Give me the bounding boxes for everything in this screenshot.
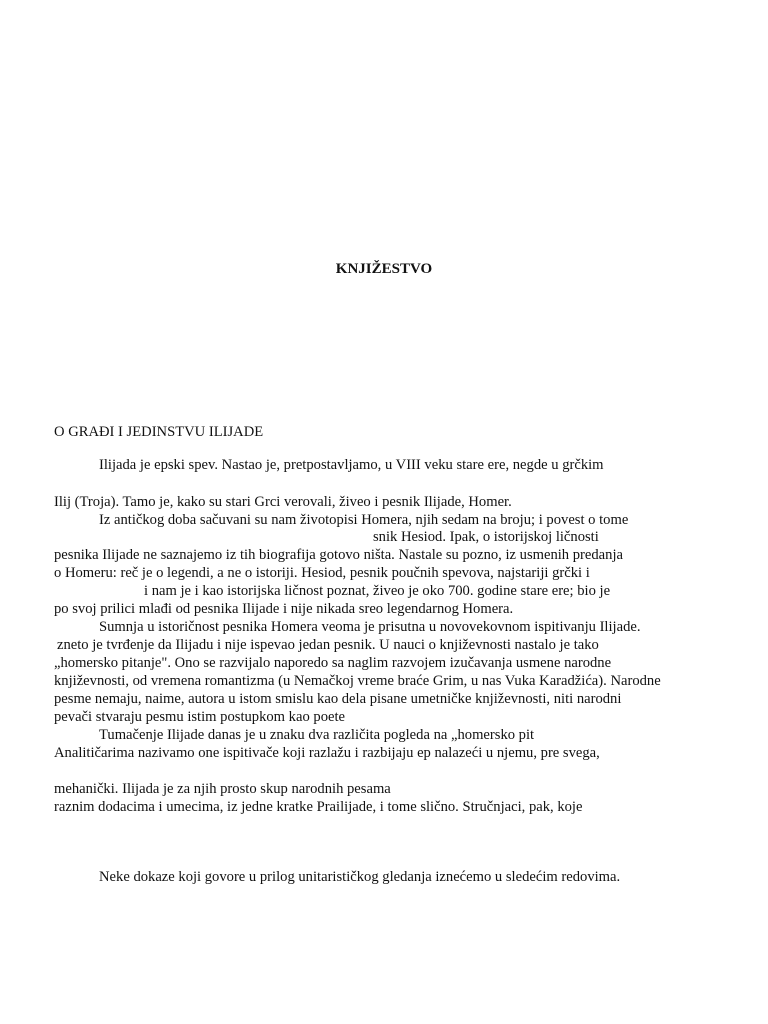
text-line: Iz antičkog doba sačuvani su nam životopisi Homera, njih sedam na broju; i povest o tome — [99, 512, 629, 528]
section-heading: O GRAĐI I JEDINSTVU ILIJADE — [54, 424, 264, 440]
text-line: i nam je i kao istorijska ličnost poznat, živeo je oko 700. godine stare ere; bio je — [144, 583, 611, 599]
text-line: mehanički. Ilijada je za njih prosto skup narodnih pesama — [54, 781, 391, 797]
text-line: Ilij (Troja). Tamo je, kako su stari Grci verovali, živeo i pesnik Ilijade, Homer. — [54, 494, 512, 510]
document-title: KNJIŽESTVO — [335, 261, 433, 277]
text-line: Sumnja u istoričnost pesnika Homera veoma je prisutna u novovekovnom ispitivanju Ilijade. — [99, 619, 641, 635]
text-line: po svoj prilici mlađi od pesnika Ilijade i nije nikada sreo legendarnog Homera. — [54, 601, 514, 617]
text-line: pevači stvaraju pesmu istim postupkom kao poete — [54, 709, 346, 725]
text-line: pesnika Ilijade ne saznajemo iz tih biografija gotovo ništa. Nastale su pozno, iz usmenih predanja — [54, 547, 623, 563]
text-line: pesme nemaju, naime, autora u istom smislu kao dela pisane umetničke književnosti, niti narodni — [54, 691, 622, 707]
text-line: raznim dodacima i umecima, iz jedne kratke Prailijade, i tome slično. Stručnjaci, pak, koje — [54, 799, 583, 815]
text-line: Analitičarima nazivamo one ispitivače koji razlažu i razbijaju ep nalazeći u njemu, pre svega, — [54, 745, 600, 761]
text-line: Neke dokaze koji govore u prilog unitarističkog gledanja iznećemo u sledećim redovima. — [99, 869, 621, 885]
text-line: književnosti, od vremena romantizma (u Nemačkoj vreme braće Grim, u nas Vuka Karadžića). Narodne — [54, 673, 661, 689]
text-line: zneto je tvrđenje da Ilijadu i nije ispevao jedan pesnik. U nauci o književnosti nastalo je tako — [57, 637, 599, 653]
text-line: snik Hesiod. Ipak, o istorijskoj ličnosti — [373, 529, 599, 545]
text-line: Ilijada je epski spev. Nastao je, pretpostavljamo, u VIII veku stare ere, negde u grčkim — [99, 457, 604, 473]
text-line: Tumačenje Ilijade danas je u znaku dva različita pogleda na „homersko pit — [99, 727, 535, 743]
text-line: o Homeru: reč je o legendi, a ne o istoriji. Hesiod, pesnik poučnih spevova, najstariji grčki i — [54, 565, 590, 581]
text-line: „homersko pitanje". Ono se razvijalo naporedo sa naglim razvojem izučavanja usmene narodne — [54, 655, 612, 671]
